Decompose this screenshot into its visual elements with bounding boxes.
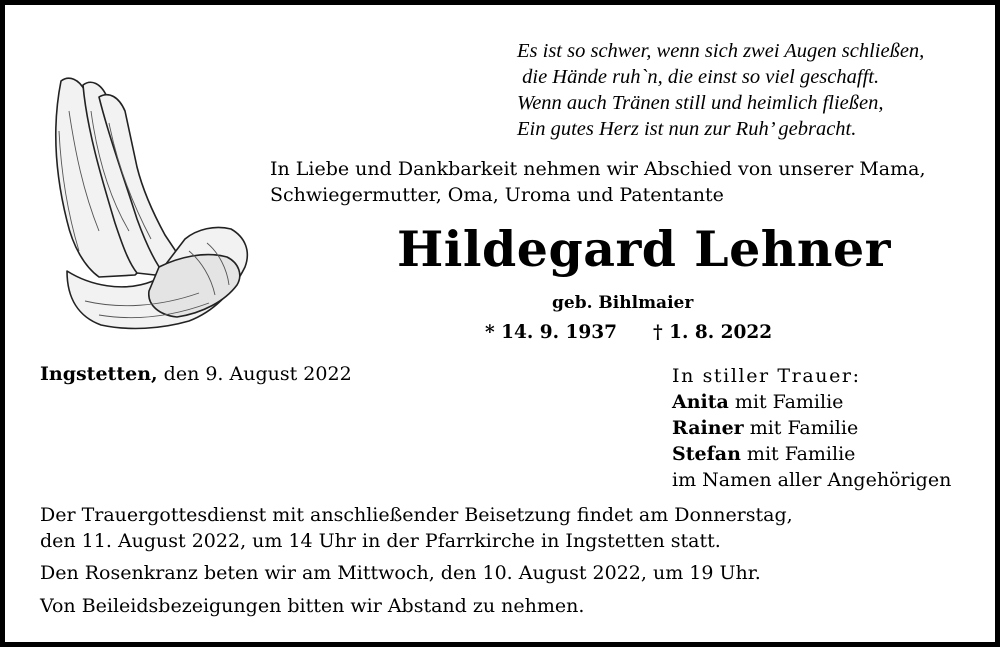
funeral-service-notice: [40, 502, 793, 554]
mourner-suffix: mit Familie: [728, 391, 844, 413]
mourner-name: Stefan: [672, 443, 741, 465]
farewell-intro: [270, 156, 926, 208]
mourner-suffix: mit Familie: [743, 417, 859, 439]
service-line: Der Trauergottesdienst mit anschließender Beisetzung findet am Donnerstag,: [40, 504, 793, 526]
mourner-entry: [672, 441, 951, 467]
poem-line: Es ist so schwer, wenn sich zwei Augen schließen,: [517, 40, 925, 62]
birth-name: geb. Bihlmaier: [552, 293, 694, 313]
service-line: den 11. August 2022, um 14 Uhr in der Pfarrkirche in Ingstetten statt.: [40, 530, 721, 552]
birth-date: * 14. 9. 1937: [485, 322, 617, 343]
place-and-date: [40, 363, 352, 385]
mourner-entry: [672, 415, 951, 441]
mourner-entry: [672, 389, 951, 415]
rosary-notice: Den Rosenkranz beten wir am Mittwoch, den 10. August 2022, um 19 Uhr.: [40, 562, 761, 584]
deceased-name: Hildegard Lehner: [397, 220, 891, 278]
condolence-notice: Von Beileidsbezeigungen bitten wir Abstand zu nehmen.: [40, 595, 585, 617]
notice-date: den 9. August 2022: [157, 363, 352, 385]
poem-line: Ein gutes Herz ist nun zur Ruh’ gebracht.: [517, 118, 857, 140]
mourner-suffix: mit Familie: [740, 443, 856, 465]
death-date: † 1. 8. 2022: [653, 322, 773, 343]
intro-line: In Liebe und Dankbarkeit nehmen wir Abschied von unserer Mama,: [270, 158, 926, 180]
mourner-name: Anita: [672, 391, 729, 413]
praying-hands-icon: [39, 71, 255, 341]
mourner-name: Rainer: [672, 417, 744, 439]
mourners-block: [672, 363, 951, 493]
mourners-closing: im Namen aller Angehörigen: [672, 469, 952, 491]
memorial-poem: [517, 38, 924, 142]
intro-line: Schwiegermutter, Oma, Uroma und Patentante: [270, 184, 724, 206]
poem-line: die Hände ruh`n, die einst so viel geschafft.: [517, 66, 880, 88]
place-name: Ingstetten,: [40, 363, 158, 385]
poem-line: Wenn auch Tränen still und heimlich fließen,: [517, 92, 884, 114]
mourners-heading: In stiller Trauer:: [672, 365, 861, 387]
